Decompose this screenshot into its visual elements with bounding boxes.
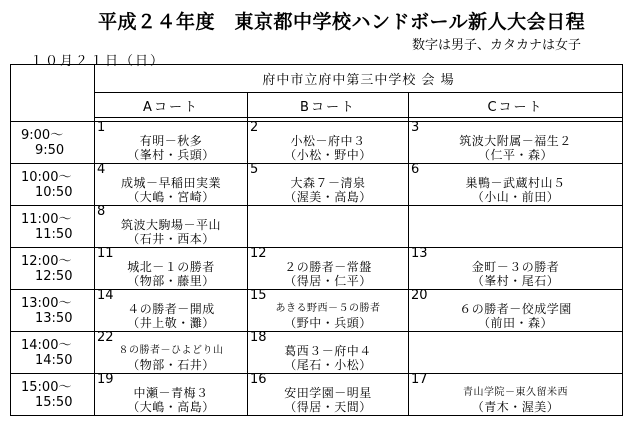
match-number: 1 — [97, 120, 106, 135]
match-teams: ６の勝者－佼成学園 — [459, 302, 572, 316]
time-cell — [11, 164, 95, 206]
time-end: 11:50 — [35, 226, 73, 242]
venue-header: 府中市立府中第三中学校 会 場 — [95, 65, 623, 93]
time-start: 10:00～ — [21, 169, 72, 185]
match-cell — [95, 164, 248, 206]
match-referees: （前田・森） — [477, 316, 553, 330]
match-number: 18 — [250, 330, 267, 345]
match-cell — [409, 122, 623, 164]
time-slot-row — [11, 248, 623, 290]
match-cell-empty — [248, 206, 409, 248]
match-teams: 安田学園－明星 — [284, 386, 372, 400]
match-cell — [409, 164, 623, 206]
match-referees: （物部・石井） — [127, 358, 215, 372]
match-number: 8 — [97, 204, 106, 219]
time-slot-row — [11, 122, 623, 164]
time-end: 10:50 — [35, 184, 73, 200]
match-cell — [95, 122, 248, 164]
match-number: 14 — [97, 288, 114, 303]
time-end: 12:50 — [35, 268, 73, 284]
match-cell — [409, 290, 623, 332]
match-referees: （野中・兵頭） — [284, 316, 372, 330]
match-teams: 小松－府中３ — [290, 134, 366, 148]
match-referees: （得居・仁平） — [284, 274, 372, 288]
time-end: 14:50 — [35, 352, 73, 368]
court-c-header: Cコート — [409, 93, 623, 118]
match-referees: （物部・藤里） — [127, 274, 215, 288]
match-teams: 巣鴨－武蔵村山５ — [465, 176, 566, 190]
match-number: 6 — [411, 162, 420, 177]
time-cell — [11, 290, 95, 332]
match-teams: 城北－１の勝者 — [127, 260, 215, 274]
match-number: 17 — [411, 372, 428, 387]
match-cell — [248, 122, 409, 164]
time-start: 11:00～ — [21, 211, 72, 227]
time-cell — [11, 332, 95, 374]
match-number: 19 — [97, 372, 114, 387]
match-referees: （大嶋・宮崎） — [127, 190, 215, 204]
match-cell — [248, 290, 409, 332]
match-number: 12 — [250, 246, 267, 261]
time-end: 9:50 — [35, 142, 65, 158]
match-referees: （峯村・兵頭） — [127, 148, 215, 162]
corner-cell — [11, 65, 95, 122]
match-number: 11 — [97, 246, 114, 261]
match-referees: （石井・西本） — [127, 232, 215, 246]
legend-note: 数字は男子、カタカナは女子 — [412, 38, 582, 53]
event-date: １０月２１日（日） — [30, 54, 166, 69]
time-start: 14:00～ — [21, 337, 72, 353]
match-cell — [95, 374, 248, 416]
match-referees: （大嶋・高島） — [127, 400, 215, 414]
time-start: 12:00～ — [21, 253, 72, 269]
time-cell — [11, 248, 95, 290]
match-number: 20 — [411, 288, 428, 303]
match-cell — [248, 332, 409, 374]
match-teams: ８の勝者－ひよどり山 — [118, 345, 224, 356]
time-cell — [11, 374, 95, 416]
match-referees: （小松・野中） — [284, 148, 372, 162]
match-teams: 青山学院－東久留米西 — [463, 387, 568, 398]
time-slot-row — [11, 290, 623, 332]
time-slot-row — [11, 206, 623, 248]
time-end: 13:50 — [35, 310, 73, 326]
page-title: 平成２４年度 東京都中学校ハンドボール新人大会日程 — [98, 11, 586, 33]
match-cell — [409, 248, 623, 290]
match-number: 4 — [97, 162, 106, 177]
match-teams: 葛西３－府中４ — [284, 344, 372, 358]
match-cell — [95, 206, 248, 248]
time-end: 15:50 — [35, 394, 73, 410]
time-start: 15:00～ — [21, 379, 72, 395]
match-referees: （青木・渥美） — [471, 400, 560, 414]
match-teams: 中瀬－青梅３ — [133, 386, 209, 400]
match-cell — [248, 248, 409, 290]
time-cell — [11, 122, 95, 164]
time-slot-row — [11, 164, 623, 206]
match-number: 15 — [250, 288, 267, 303]
match-teams: 大森７－清泉 — [290, 176, 366, 190]
match-teams: ４の勝者－開成 — [127, 302, 215, 316]
match-number: 3 — [411, 120, 420, 135]
match-cell-empty — [409, 332, 623, 374]
match-cell — [248, 374, 409, 416]
match-cell — [95, 290, 248, 332]
match-referees: （得居・天間） — [284, 400, 372, 414]
match-number: 5 — [250, 162, 259, 177]
match-referees: （仁平・森） — [477, 148, 553, 162]
time-cell — [11, 206, 95, 248]
schedule-table — [10, 64, 623, 416]
time-start: 13:00～ — [21, 295, 72, 311]
match-cell-empty — [409, 206, 623, 248]
court-a-header: Aコート — [95, 93, 248, 118]
match-cell — [409, 374, 623, 416]
court-b-header: Bコート — [248, 93, 409, 118]
match-teams: 成城－早稲田実業 — [120, 176, 221, 190]
match-referees: （井上敬・灘） — [127, 316, 215, 330]
match-referees: （峯村・尾石） — [471, 274, 560, 288]
match-number: 16 — [250, 372, 267, 387]
match-cell — [248, 164, 409, 206]
time-slot-row — [11, 374, 623, 416]
match-teams: 筑波大駒場－平山 — [120, 218, 221, 232]
time-slot-row — [11, 332, 623, 374]
match-cell — [95, 332, 248, 374]
match-teams: 有明－秋多 — [139, 134, 203, 148]
match-number: 2 — [250, 120, 259, 135]
match-cell — [95, 248, 248, 290]
match-teams: 金町－３の勝者 — [471, 260, 560, 274]
match-referees: （小山・前田） — [471, 190, 560, 204]
match-number: 13 — [411, 246, 428, 261]
match-teams: あきる野西－５の勝者 — [275, 303, 381, 314]
match-number: 22 — [97, 330, 114, 345]
match-referees: （渥美・高島） — [284, 190, 372, 204]
match-teams: 筑波大附属－福生２ — [459, 134, 572, 148]
match-teams: ２の勝者－常盤 — [284, 260, 372, 274]
match-referees: （尾石・小松） — [284, 358, 372, 372]
time-start: 9:00～ — [21, 127, 64, 143]
